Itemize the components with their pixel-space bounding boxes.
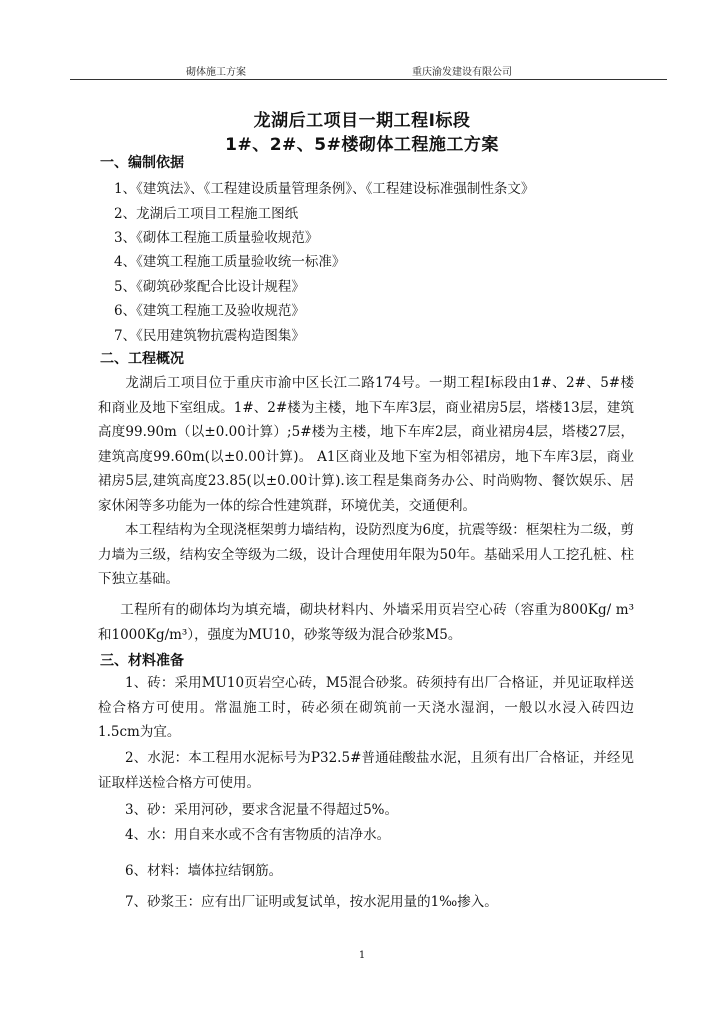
page-title-line1: 龙湖后工项目一期工程Ⅰ标段 <box>253 111 471 131</box>
section-heading-basis: 一、编制依据 <box>100 155 184 171</box>
list-item: 1、《建筑法》、《工程建设质量管理条例》、《工程建设标准强制性条文》 <box>114 181 535 197</box>
page-number: 1 <box>358 950 366 961</box>
list-item: 4、《建筑工程施工质量验收统一标准》 <box>114 254 346 270</box>
page-title-line2: 1#、2#、5#楼砌体工程施工方案 <box>225 135 499 155</box>
materials-mortar-additive-item <box>98 890 498 910</box>
overview-paragraph-1 <box>98 371 634 518</box>
header-divider <box>70 79 667 80</box>
section-heading-materials: 三、材料准备 <box>100 653 184 669</box>
overview-paragraph-2 <box>98 518 634 592</box>
list-item: 6、《建筑工程施工及验收规范》 <box>114 303 305 319</box>
materials-water-text: 4、水：用自来水或不含有害物质的洁净水。 <box>125 827 391 843</box>
materials-sand-text: 3、砂：采用河砂，要求含泥量不得超过5%。 <box>125 802 399 818</box>
list-item: 7、《民用建筑物抗震构造图集》 <box>114 328 305 344</box>
materials-sand-item <box>98 798 398 818</box>
materials-water-item <box>98 823 390 843</box>
materials-mortar-additive-text: 7、砂浆王：应有出厂证明或复试单，按水泥用量的1‰掺入。 <box>125 894 498 910</box>
materials-rebar-item <box>98 859 282 879</box>
overview-paragraph-1-text: 龙湖后工项目位于重庆市渝中区长江二路174号。一期工程Ⅰ标段由1#、2#、5#楼和商业及地下室组成。1#、2#楼为主楼，地下车库3层，商业裙房5层，塔楼13层，建筑高度99.90m（以±0.00计算）;5#楼为主楼，地下车库2层，商业裙房4层，塔楼27层，建筑高度99.60m(以±0.00计算)。 A1区商业及地下室为相邻裙房，地下车库3层，商业裙房5层,建筑高度23.85(以±0.00计算).该工程是集商务办公、时尚购物、餐饮娱乐、居家休闲等多功能为一体的综合性建筑群，环境优美，交通便利。 <box>98 375 634 514</box>
overview-paragraph-2-text: 本工程结构为全现浇框架剪力墙结构，设防烈度为6度，抗震等级：框架柱为二级，剪力墙为三级，结构安全等级为二级，设计合理使用年限为50年。基础采用人工挖孔桩、柱下独立基础。 <box>98 522 634 587</box>
header-doc-title: 砌体施工方案 <box>186 67 246 78</box>
list-item: 5、《砌筑砂浆配合比设计规程》 <box>114 279 305 295</box>
materials-bricks-paragraph <box>98 671 634 745</box>
list-item: 3、《砌体工程施工质量验收规范》 <box>114 230 319 246</box>
materials-bricks-text: 1、砖：采用MU10页岩空心砖，M5混合砂浆。砖须持有出厂合格证，并见证取样送检合格方可使用。常温施工时，砖必须在砌筑前一天浇水湿润，一般以水浸入砖四边 1.5cm为宜。 <box>98 675 634 740</box>
materials-cement-text: 2、水泥：本工程用水泥标号为P32.5#普通硅酸盐水泥，且须有出厂合格证，并经见证取样送检合格方可使用。 <box>98 750 634 791</box>
overview-paragraph-3 <box>98 598 634 647</box>
section-heading-overview: 二、工程概况 <box>100 351 184 367</box>
materials-rebar-text: 6、材料：墙体拉结钢筋。 <box>125 863 283 879</box>
list-item: 2、龙湖后工项目工程施工图纸 <box>114 206 299 222</box>
overview-paragraph-3-text: 工程所有的砌体均为填充墙，砌块材料内、外墙采用页岩空心砖（容重为800Kg/ m³和1000Kg/m³），强度为MU10，砂浆等级为混合砂浆M5。 <box>98 602 634 643</box>
header-company-name: 重庆渝发建设有限公司 <box>412 67 512 78</box>
materials-cement-paragraph <box>98 746 634 795</box>
